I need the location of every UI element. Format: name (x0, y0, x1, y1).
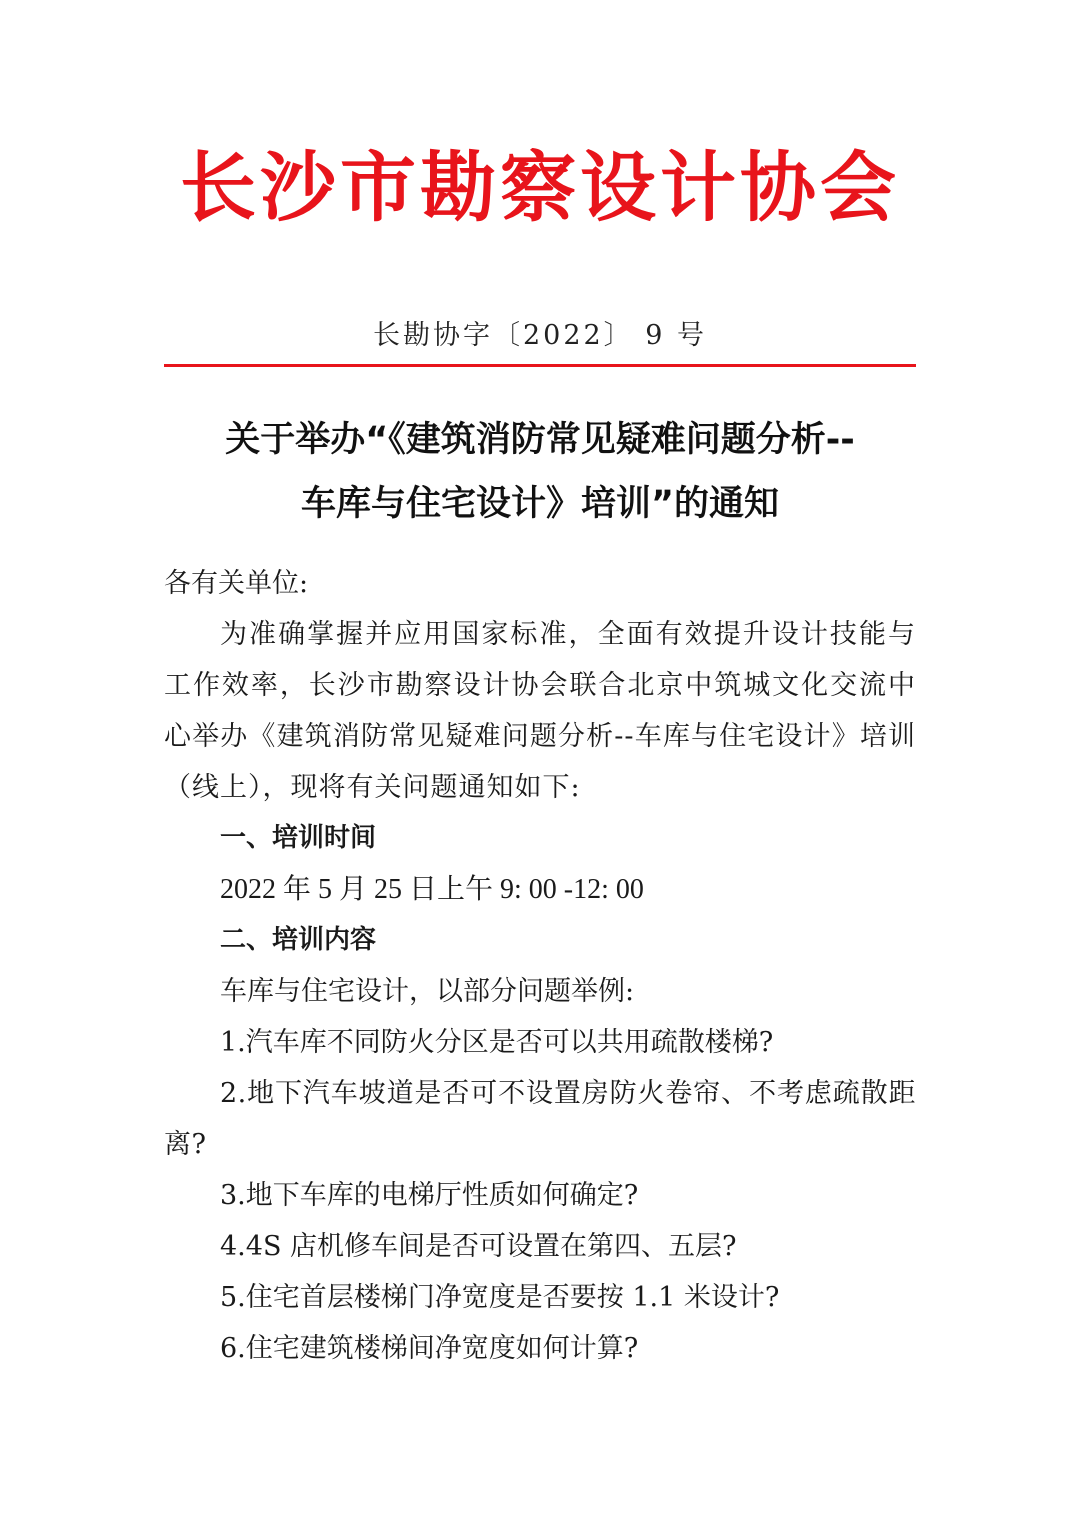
question-item-6: 6.住宅建筑楼梯间净宽度如何计算? (220, 1333, 639, 1364)
question-item-3: 3.地下车库的电梯厅性质如何确定? (220, 1180, 639, 1211)
document-body (164, 558, 916, 1374)
question-item-5: 5.住宅首层楼梯门净宽度是否要按 1.1 米设计? (220, 1282, 780, 1313)
red-divider (164, 364, 916, 367)
title-line-1: 关于举办“《建筑消防常见疑难问题分析-- (225, 420, 855, 460)
title-line-2: 车库与住宅设计》培训”的通知 (300, 484, 779, 524)
training-time: 2022 年 5 月 25 日上午 9: 00 -12: 00 (220, 874, 644, 905)
organization-header: 长沙市勘察设计协会 (180, 143, 900, 232)
question-item-2: 2.地下汽车坡道是否可不设置房防火卷帘、不考虑疏散距离? (164, 1078, 916, 1160)
salutation: 各有关单位: (164, 568, 309, 599)
document-title (150, 408, 930, 536)
document-number: 长勘协字〔2022〕 9 号 (372, 320, 708, 351)
question-item-4: 4.4S 店机修车间是否可设置在第四、五层? (220, 1231, 737, 1262)
question-item-1: 1.汽车库不同防火分区是否可以共用疏散楼梯? (220, 1027, 774, 1058)
intro-paragraph: 为准确掌握并应用国家标准，全面有效提升设计技能与工作效率，长沙市勘察设计协会联合北京中筑城文化交流中心举办《建筑消防常见疑难问题分析--车库与住宅设计》培训（线上），现将有关问题通知如下: (164, 619, 916, 803)
section-2-intro: 车库与住宅设计，以部分问题举例: (220, 976, 635, 1007)
section-2-heading: 二、培训内容 (220, 925, 377, 955)
section-1-heading: 一、培训时间 (220, 823, 377, 853)
